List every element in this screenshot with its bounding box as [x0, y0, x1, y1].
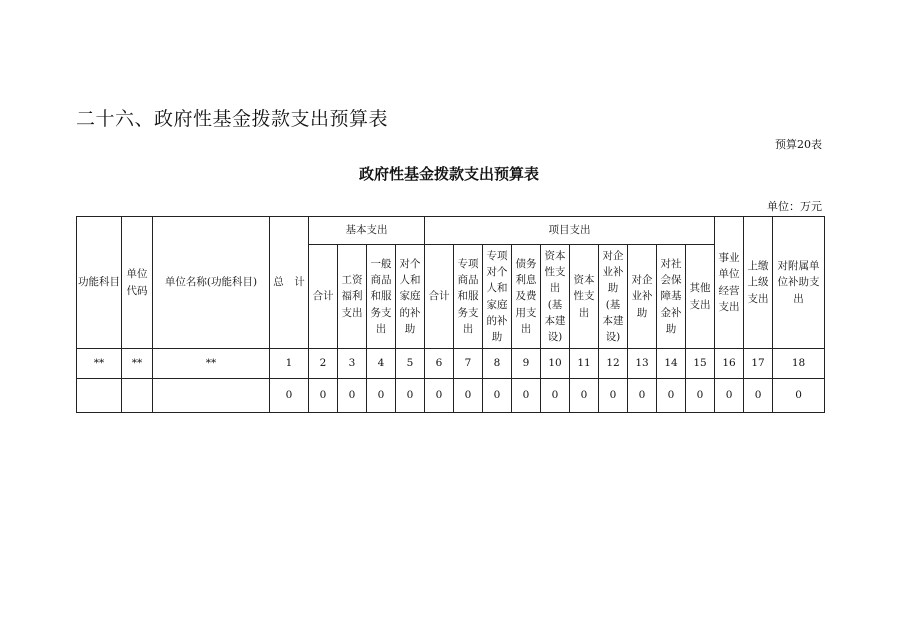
table-cell: 0	[686, 379, 715, 413]
table-cell	[122, 379, 153, 413]
header-personal: 对个人和家庭的补助	[396, 245, 425, 349]
table-cell: 0	[541, 379, 570, 413]
header-special-goods: 专项商品和服务支出	[454, 245, 483, 349]
table-cell: 14	[657, 349, 686, 379]
table-cell: 0	[309, 379, 338, 413]
table-cell: **	[77, 349, 122, 379]
header-total: 总 计	[270, 217, 309, 349]
table-cell: 0	[425, 379, 454, 413]
table-cell: 17	[744, 349, 773, 379]
table-cell: 3	[338, 349, 367, 379]
table-cell: 0	[715, 379, 744, 413]
index-row	[77, 349, 825, 379]
table-cell: 0	[512, 379, 541, 413]
table-cell: 8	[483, 349, 512, 379]
table-cell: 6	[425, 349, 454, 379]
table-cell: 0	[570, 379, 599, 413]
table-cell: 11	[570, 349, 599, 379]
header-wages: 工资福利支出	[338, 245, 367, 349]
header-special-personal: 专项对个人和家庭的补助	[483, 245, 512, 349]
table-cell: **	[122, 349, 153, 379]
header-other: 其他支出	[686, 245, 715, 349]
header-enterprise-build: 对企业补助(基本建设)	[599, 245, 628, 349]
table-cell	[153, 379, 270, 413]
section-title: 二十六、政府性基金拨款支出预算表	[76, 108, 389, 130]
table-cell: **	[153, 349, 270, 379]
table-cell: 7	[454, 349, 483, 379]
table-cell: 2	[309, 349, 338, 379]
header-capital-build: 资本性支出(基本建设)	[541, 245, 570, 349]
unit-label: 单位：万元	[767, 200, 822, 213]
header-basic-sum: 合计	[309, 245, 338, 349]
budget-table	[76, 216, 825, 413]
table-cell: 0	[338, 379, 367, 413]
table-cell: 0	[599, 379, 628, 413]
header-debt-interest: 债务利息及费用支出	[512, 245, 541, 349]
header-capital: 资本性支出	[570, 245, 599, 349]
table-cell: 10	[541, 349, 570, 379]
data-row	[77, 379, 825, 413]
document-title: 政府性基金拨款支出预算表	[358, 165, 539, 183]
header-enterprise: 对企业补助	[628, 245, 657, 349]
table-cell: 16	[715, 349, 744, 379]
header-basic: 基本支出	[309, 217, 425, 245]
table-cell: 15	[686, 349, 715, 379]
header-unit-code: 单位代码	[122, 217, 153, 349]
table-cell: 0	[483, 379, 512, 413]
table-cell: 13	[628, 349, 657, 379]
header-social-security: 对社会保障基金补助	[657, 245, 686, 349]
table-cell: 0	[744, 379, 773, 413]
table-cell: 18	[773, 349, 825, 379]
table-cell: 5	[396, 349, 425, 379]
table-cell: 0	[657, 379, 686, 413]
header-project-sum: 合计	[425, 245, 454, 349]
header-func-subject: 功能科目	[77, 217, 122, 349]
form-number: 预算20表	[775, 138, 822, 151]
header-business: 事业单位经营支出	[715, 217, 744, 349]
table-cell: 0	[396, 379, 425, 413]
header-project: 项目支出	[425, 217, 715, 245]
table-cell: 0	[628, 379, 657, 413]
header-unit-name: 单位名称(功能科目)	[153, 217, 270, 349]
header-hand-in: 上缴上级支出	[744, 217, 773, 349]
header-affiliated: 对附属单位补助支出	[773, 217, 825, 349]
table-cell: 0	[367, 379, 396, 413]
table-cell: 12	[599, 349, 628, 379]
table-cell: 0	[270, 379, 309, 413]
table-cell: 0	[454, 379, 483, 413]
table-cell: 4	[367, 349, 396, 379]
header-goods: 一般商品和服务支出	[367, 245, 396, 349]
table-cell: 9	[512, 349, 541, 379]
table-cell	[77, 379, 122, 413]
table-cell: 1	[270, 349, 309, 379]
table-cell: 0	[773, 379, 825, 413]
